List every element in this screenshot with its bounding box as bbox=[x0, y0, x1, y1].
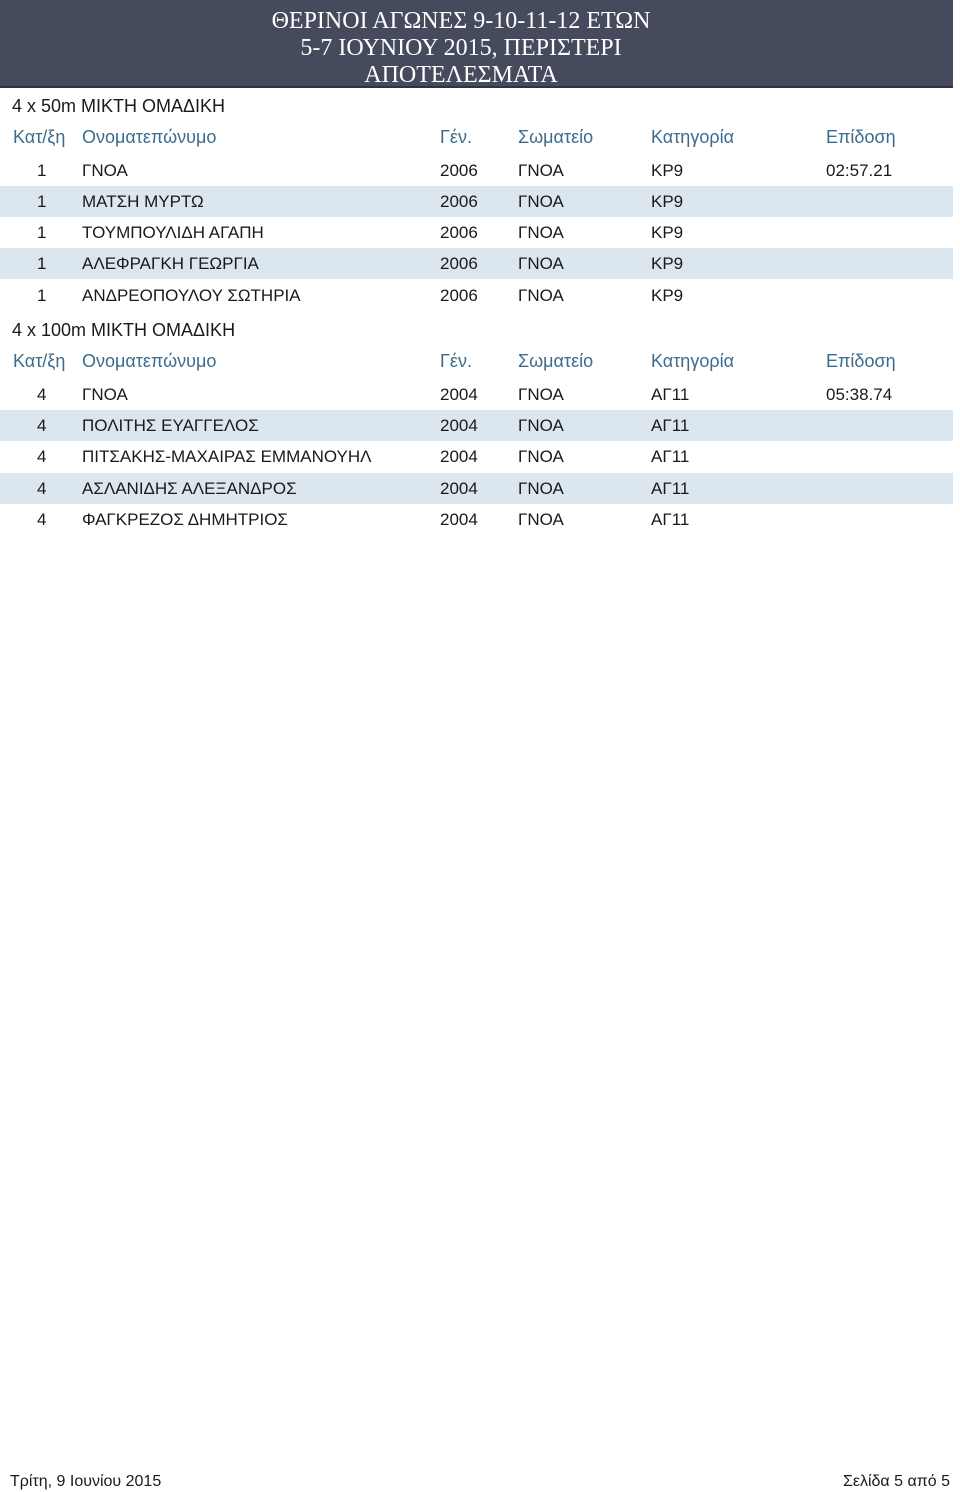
cell-club: ΓΝΟΑ bbox=[518, 510, 564, 529]
table-row bbox=[0, 248, 953, 279]
table-row bbox=[0, 155, 953, 186]
cell-rank: 4 bbox=[37, 416, 47, 435]
event-title: 4 x 100m ΜΙΚΤΗ ΟΜΑΔΙΚΗ bbox=[12, 320, 236, 340]
cell-rank: 4 bbox=[37, 385, 47, 404]
cell-category: ΑΓ11 bbox=[651, 479, 690, 498]
header-line-1: ΘΕΡΙΝΟΙ ΑΓΩΝΕΣ 9-10-11-12 ΕΤΩΝ bbox=[271, 8, 651, 34]
cell-club: ΓΝΟΑ bbox=[518, 161, 564, 180]
table-row bbox=[0, 217, 953, 248]
cell-name: ΑΝΔΡΕΟΠΟΥΛΟΥ ΣΩΤΗΡΙΑ bbox=[82, 286, 301, 305]
table-row bbox=[0, 280, 953, 311]
cell-year: 2006 bbox=[440, 192, 478, 211]
col-name-header: Ονοματεπώνυμο bbox=[82, 127, 217, 147]
col-performance-header: Επίδοση bbox=[826, 127, 896, 147]
cell-year: 2004 bbox=[440, 385, 478, 404]
cell-rank: 1 bbox=[37, 223, 47, 242]
event-title: 4 x 50m ΜΙΚΤΗ ΟΜΑΔΙΚΗ bbox=[12, 96, 226, 116]
cell-club: ΓΝΟΑ bbox=[518, 416, 564, 435]
column-header-row bbox=[0, 124, 953, 150]
cell-club: ΓΝΟΑ bbox=[518, 385, 564, 404]
cell-rank: 4 bbox=[37, 510, 47, 529]
cell-rank: 1 bbox=[37, 161, 47, 180]
cell-year: 2006 bbox=[440, 161, 478, 180]
table-row bbox=[0, 379, 953, 410]
cell-rank: 4 bbox=[37, 447, 47, 466]
cell-club: ΓΝΟΑ bbox=[518, 223, 564, 242]
cell-club: ΓΝΟΑ bbox=[518, 479, 564, 498]
cell-category: ΚΡ9 bbox=[651, 161, 684, 180]
col-name-header: Ονοματεπώνυμο bbox=[82, 351, 217, 371]
footer-date: Τρίτη, 9 Ιουνίου 2015 bbox=[10, 1473, 162, 1490]
cell-performance: 02:57.21 bbox=[826, 161, 893, 180]
cell-year: 2004 bbox=[440, 447, 478, 466]
cell-category: ΚΡ9 bbox=[651, 286, 684, 305]
cell-name: ΑΛΕΦΡΑΓΚΗ ΓΕΩΡΓΙΑ bbox=[82, 254, 259, 273]
table-row bbox=[0, 186, 953, 217]
col-year-header: Γέν. bbox=[440, 351, 472, 371]
col-year-header: Γέν. bbox=[440, 127, 472, 147]
col-category-header: Κατηγορία bbox=[651, 351, 734, 371]
cell-name: ΑΣΛΑΝΙΔΗΣ ΑΛΕΞΑΝΔΡΟΣ bbox=[82, 479, 297, 498]
cell-rank: 1 bbox=[37, 254, 47, 273]
table-row bbox=[0, 441, 953, 472]
cell-name: ΜΑΤΣΗ ΜΥΡΤΩ bbox=[82, 192, 204, 211]
cell-category: ΑΓ11 bbox=[651, 447, 690, 466]
cell-club: ΓΝΟΑ bbox=[518, 192, 564, 211]
cell-year: 2006 bbox=[440, 223, 478, 242]
table-row bbox=[0, 504, 953, 535]
cell-rank: 1 bbox=[37, 286, 47, 305]
cell-name: ΠΙΤΣΑΚΗΣ-ΜΑΧΑΙΡΑΣ ΕΜΜΑΝΟΥΗΛ bbox=[82, 447, 372, 466]
col-club-header: Σωματείο bbox=[518, 351, 594, 371]
header-title-block bbox=[256, 8, 666, 89]
cell-rank: 4 bbox=[37, 479, 47, 498]
cell-category: ΚΡ9 bbox=[651, 223, 684, 242]
table-row bbox=[0, 410, 953, 441]
cell-club: ΓΝΟΑ bbox=[518, 254, 564, 273]
footer-page-number: Σελίδα 5 από 5 bbox=[842, 1473, 950, 1490]
cell-category: ΑΓ11 bbox=[651, 385, 690, 404]
cell-name: ΤΟΥΜΠΟΥΛΙΔΗ ΑΓΑΠΗ bbox=[82, 223, 264, 242]
header-line-2: 5-7 ΙΟΥΝΙΟΥ 2015, ΠΕΡΙΣΤΕΡΙ bbox=[300, 35, 622, 61]
cell-category: ΑΓ11 bbox=[651, 416, 690, 435]
cell-name: ΓΝΟΑ bbox=[82, 385, 128, 404]
column-header-row bbox=[0, 348, 953, 374]
cell-category: ΚΡ9 bbox=[651, 192, 684, 211]
cell-year: 2004 bbox=[440, 416, 478, 435]
cell-rank: 1 bbox=[37, 192, 47, 211]
cell-performance: 05:38.74 bbox=[826, 385, 893, 404]
cell-club: ΓΝΟΑ bbox=[518, 286, 564, 305]
cell-year: 2004 bbox=[440, 479, 478, 498]
cell-name: ΠΟΛΙΤΗΣ ΕΥΑΓΓΕΛΟΣ bbox=[82, 416, 259, 435]
col-rank-header: Κατ/ξη bbox=[13, 351, 66, 371]
cell-category: ΑΓ11 bbox=[651, 510, 690, 529]
cell-club: ΓΝΟΑ bbox=[518, 447, 564, 466]
col-club-header: Σωματείο bbox=[518, 127, 594, 147]
cell-year: 2006 bbox=[440, 254, 478, 273]
cell-year: 2006 bbox=[440, 286, 478, 305]
table-row bbox=[0, 473, 953, 504]
cell-year: 2004 bbox=[440, 510, 478, 529]
col-category-header: Κατηγορία bbox=[651, 127, 734, 147]
col-performance-header: Επίδοση bbox=[826, 351, 896, 371]
col-rank-header: Κατ/ξη bbox=[13, 127, 66, 147]
page-header bbox=[0, 0, 953, 88]
header-line-3: ΑΠΟΤΕΛΕΣΜΑΤΑ bbox=[364, 62, 558, 88]
cell-category: ΚΡ9 bbox=[651, 254, 684, 273]
cell-name: ΦΑΓΚΡΕΖΟΣ ΔΗΜΗΤΡΙΟΣ bbox=[82, 510, 288, 529]
cell-name: ΓΝΟΑ bbox=[82, 161, 128, 180]
